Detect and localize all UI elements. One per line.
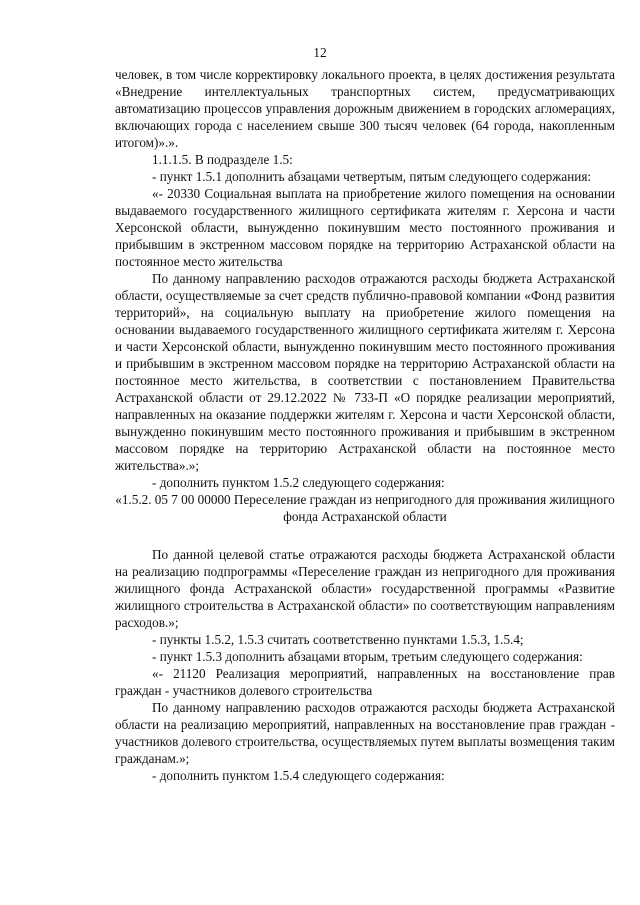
paragraph-item-1-5-1: - пункт 1.5.1 дополнить абзацами четвертым, пятым следующего содержания: — [152, 169, 592, 184]
paragraph-add-item-1-5-4: - дополнить пунктом 1.5.4 следующего содержания: — [152, 768, 445, 783]
blank-line — [115, 525, 615, 546]
page-number: 12 — [313, 45, 327, 60]
paragraph-item-1-5-3: - пункт 1.5.3 дополнить абзацами вторым, третьим следующего содержания: — [152, 649, 583, 664]
paragraph-1-5-2-description: По данной целевой статье отражаются расходы бюджета Астраханской области на реализацию подпрограммы «Переселение граждан из непригодного для проживания жилищного фонда Астраханской области» государственной программы «Развитие жилищного строительства в Астраханской области» по соответствующим направлениям расходов.»; — [115, 547, 615, 630]
document-body — [115, 66, 615, 784]
paragraph-subsection-heading: 1.1.1.5. В подразделе 1.5: — [152, 152, 293, 167]
paragraph-item-1-5-2-title: «1.5.2. 05 7 00 00000 Переселение граждан из непригодного для проживания жилищного фонда Астраханской области — [115, 492, 615, 524]
paragraph-21120-description: По данному направлению расходов отражаются расходы бюджета Астраханской области на реализацию мероприятий, направленных на восстановление прав граждан - участников долевого строительства, осуществляемых путем выплаты возмещения таким гражданам.»; — [115, 700, 615, 766]
paragraph-code-21120: «- 21120 Реализация мероприятий, направленных на восстановление прав граждан - участников долевого строительства — [115, 666, 615, 698]
paragraph-add-item-1-5-2: - дополнить пунктом 1.5.2 следующего содержания: — [152, 475, 445, 490]
paragraph-continuation: человек, в том числе корректировку локального проекта, в целях достижения результата «Внедрение интеллектуальных транспортных систем, предусматривающих автоматизацию процессов управления дорожным движением в городских агломерациях, включающих города с населением свыше 300 тысяч человек (64 города, накопленным итогом)».». — [115, 67, 615, 150]
paragraph-code-20330: «- 20330 Социальная выплата на приобретение жилого помещения на основании выдаваемого государственного жилищного сертификата жителям г. Херсона и части Херсонской области, вынужденно покинувшим место постоянного проживания и прибывшим в экстренном массовом порядке на территорию Астраханской области на постоянное место жительства — [115, 186, 615, 269]
paragraph-renumber-items: - пункты 1.5.2, 1.5.3 считать соответственно пунктами 1.5.3, 1.5.4; — [152, 632, 524, 647]
paragraph-20330-description: По данному направлению расходов отражаются расходы бюджета Астраханской области, осуществляемые за счет средств публично-правовой компании «Фонд развития территорий», на социальную выплату на приобретение жилого помещения на основании выдаваемого государственного жилищного сертификата жителям г. Херсона и части Херсонской области, вынужденно покинувшим место постоянного проживания и прибывшим в экстренном массовом порядке на территорию Астраханской области на постоянное место жительства, в соответствии с постановлением Правительства Астраханской области от 29.12.2022 № 733-П «О порядке реализации мероприятий, направленных на оказание поддержки жителям г. Херсона и части Херсонской области, вынужденно покинувшим место постоянного проживания и прибывшим в экстренном массовом порядке на территорию Астраханской области на постоянное место жительства».»; — [115, 271, 615, 473]
